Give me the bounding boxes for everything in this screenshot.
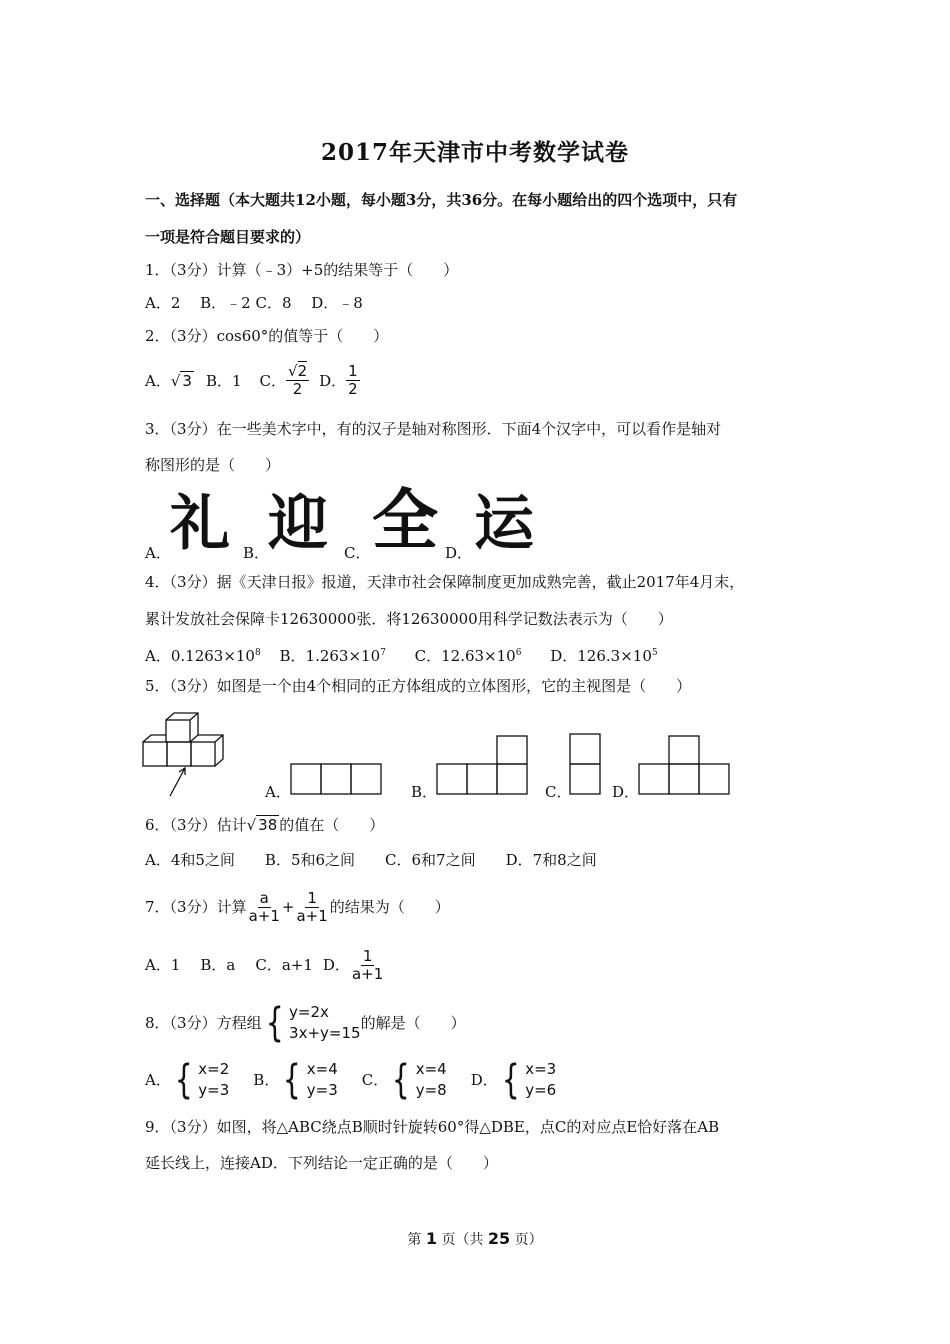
q4-option-a-exp: 8	[254, 648, 261, 658]
q8-option-d-label: D．	[470, 1071, 498, 1089]
footer-total-pages: 25	[487, 1229, 511, 1248]
q4-option-c: C．12.63×10	[414, 647, 516, 665]
q7-option-d-label: D．	[322, 956, 350, 974]
q3-char-ying: 迎	[268, 489, 328, 559]
q8-option-a-system: { x=2 y=3	[174, 1057, 230, 1103]
footer-page-number: 1	[425, 1229, 437, 1248]
q5-solid-figure	[140, 708, 230, 800]
q9-stem-line1: 9．（3分）如图，将△ABC绕点B顺时针旋转60°得△DBE，点C的对应点E恰好落在AB	[145, 1118, 720, 1136]
q4-option-b-exp: 7	[380, 648, 386, 658]
q6-sqrt: √ 38	[246, 816, 278, 834]
section-heading-line1: 一、选择题（本大题共12小题，每小题3分，共36分。在每小题给出的四个选项中，只有	[145, 191, 738, 209]
q4-option-d-exp: 5	[651, 648, 658, 658]
q4-stem-line2: 累计发放社会保障卡12630000张．将12630000用科学记数法表示为（ ）	[145, 610, 673, 628]
q5-stem: 5．（3分）如图是一个由4个相同的正方体组成的立体图形，它的主视图是（ ）	[145, 677, 692, 695]
q6-stem-pre: 6．（3分）估计	[145, 816, 247, 834]
q5-option-b-view	[435, 734, 529, 796]
q6-options: A．4和5之间 B．5和6之间 C．6和7之间 D．7和8之间	[145, 851, 597, 869]
footer-pre: 第	[407, 1232, 422, 1248]
q2-options	[145, 358, 360, 403]
q2-stem: 2．（3分）cos60°的值等于（ ）	[145, 327, 389, 345]
section-heading-line2: 一项是符合题目要求的）	[145, 228, 311, 246]
q8-option-c-system: { x=4 y=8	[392, 1057, 447, 1103]
q8-option-b-label: B．	[253, 1071, 280, 1089]
q8-stem-post: 的解是（ ）	[360, 1014, 466, 1032]
q4-option-b: B．1.263×10	[279, 647, 381, 665]
q7-option-a: A．1	[145, 956, 181, 974]
q5-option-a-view	[289, 762, 383, 796]
page-footer	[0, 1229, 950, 1250]
q7-stem	[145, 886, 450, 928]
q4-stem-line1: 4．（3分）据《天津日报》报道，天津市社会保障制度更加成熟完善，截止2017年4月末，	[145, 573, 745, 591]
q2-option-d-fraction: $\frac{1}{2}$	[348, 362, 358, 398]
q5-option-d-view	[637, 734, 731, 796]
q5-label-a: A．	[265, 783, 291, 801]
q1-options: A．2 B．﹣2 C．8 D．﹣8	[145, 294, 363, 312]
q2-option-c-label: C．	[259, 371, 287, 390]
q8-options	[145, 1057, 556, 1103]
q4-options	[145, 643, 658, 666]
q4-option-c-exp: 6	[515, 648, 522, 658]
footer-post: 页）	[514, 1232, 543, 1248]
q3-char-quan: 全	[372, 482, 438, 559]
q7-stem-pre: 7．（3分）计算	[145, 898, 247, 916]
q8-stem-pre: 8．（3分）方程组	[145, 1014, 262, 1032]
q8-option-a-label: A．	[145, 1071, 171, 1089]
q2-option-a-label: A．	[145, 371, 171, 390]
q4-option-d: D．126.3×10	[550, 647, 652, 665]
q3-char-yun: 运	[474, 489, 534, 559]
q7-option-b: B．a	[200, 956, 236, 974]
q5-label-b: B．	[411, 783, 438, 801]
q8-option-d-system: { x=3 y=6	[501, 1057, 557, 1103]
q3-label-a: A．	[145, 544, 171, 562]
q2-option-d-label: D．	[319, 371, 347, 390]
q2-option-a-sqrt: √ 3	[170, 371, 192, 390]
q7-option-c: C．a+1	[255, 956, 313, 974]
q3-stem-line1: 3．（3分）在一些美术字中，有的汉子是轴对称图形．下面4个汉字中，可以看作是轴对	[145, 420, 722, 438]
q7-stem-post: 的结果为（ ）	[329, 898, 450, 916]
q7-options	[145, 944, 385, 986]
q7-option-d-fraction: $\frac{1}{a+1}$	[351, 946, 384, 983]
q2-option-c-fraction: $\frac{√2}{2}$	[288, 362, 308, 398]
q2-option-b: B．1	[205, 371, 242, 390]
q3-stem-line2: 称图形的是（ ）	[145, 456, 281, 474]
q7-fraction-1: $\frac{a}{a+1}$	[248, 888, 280, 925]
q7-fraction-2: $\frac{1}{a+1}$	[296, 888, 328, 925]
q3-label-d: D．	[445, 544, 473, 562]
q9-stem-line2: 延长线上，连接AD．下列结论一定正确的是（ ）	[145, 1154, 498, 1172]
q4-option-a: A．0.1263×10	[145, 647, 255, 665]
q3-label-b: B．	[243, 544, 270, 562]
q5-option-c-view	[568, 732, 602, 796]
q5-label-d: D．	[612, 783, 640, 801]
q5-label-c: C．	[545, 783, 572, 801]
q6-stem-post: 的值在（ ）	[279, 816, 385, 834]
q3-label-c: C．	[344, 544, 371, 562]
footer-mid: 页（共	[441, 1232, 484, 1248]
q8-stem	[145, 1000, 466, 1046]
q8-option-c-label: C．	[361, 1071, 389, 1089]
q8-option-b-system: { x=4 y=3	[283, 1057, 338, 1103]
q8-equation-system: { y=2x 3x+y=15	[265, 1000, 361, 1046]
q7-plus: +	[281, 898, 295, 916]
q6-stem	[145, 815, 384, 835]
q3-char-li: 礼	[170, 489, 230, 559]
q1-stem: 1．（3分）计算（﹣3）+5的结果等于（ ）	[145, 261, 459, 279]
page-title: 2017年天津市中考数学试卷	[320, 139, 629, 166]
